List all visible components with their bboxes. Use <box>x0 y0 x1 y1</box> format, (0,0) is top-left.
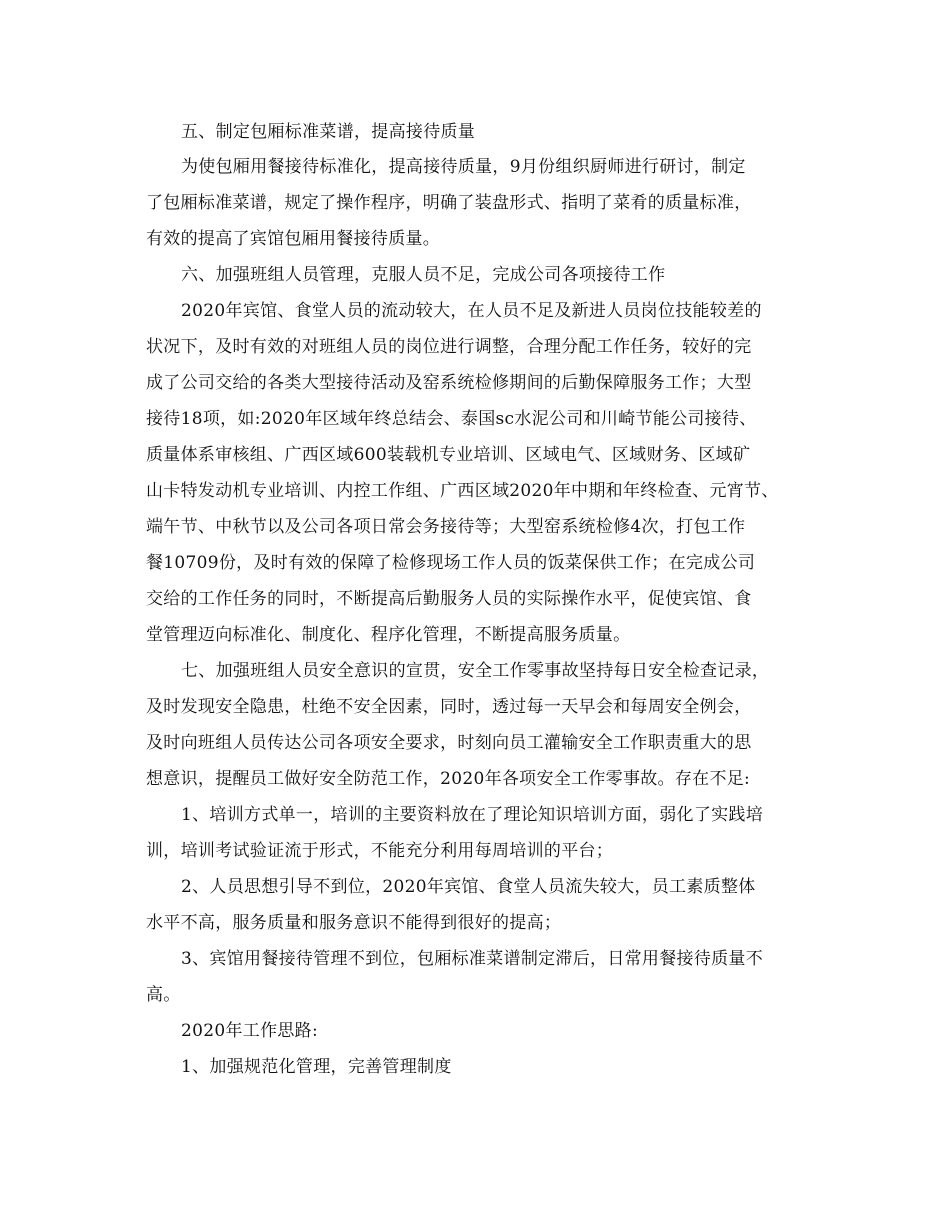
plan-item-1: 1、加强规范化管理，完善管理制度 <box>181 1057 452 1077</box>
paragraph-line: 及时发现安全隐患，杜绝不安全因素，同时，透过每一天早会和每周安全例会， <box>146 697 752 717</box>
section-heading-5: 五、制定包厢标准菜谱，提高接待质量 <box>181 122 476 142</box>
paragraph-line: 质量体系审核组、广西区域600装载机专业培训、区域电气、区域财务、区域矿 <box>146 445 751 465</box>
paragraph-line: 训，培训考试验证流于形式，不能充分利用每周培训的平台； <box>146 841 614 861</box>
paragraph-line: 高。 <box>146 985 181 1005</box>
paragraph-line: 状况下，及时有效的对班组人员的岗位进行调整，合理分配工作任务，较好的完 <box>146 337 752 357</box>
section-heading-6: 六、加强班组人员管理，克服人员不足，完成公司各项接待工作 <box>181 265 666 285</box>
list-item-3: 3、宾馆用餐接待管理不到位，包厢标准菜谱制定滞后，日常用餐接待质量不 <box>181 949 764 969</box>
paragraph-line: 及时向班组人员传达公司各项安全要求，时刻向员工灌输安全工作职责重大的思 <box>146 733 752 753</box>
section-heading-plan: 2020年工作思路: <box>181 1021 318 1041</box>
paragraph-line: 成了公司交给的各类大型接待活动及窑系统检修期间的后勤保障服务工作；大型 <box>146 373 752 393</box>
paragraph-line: 为使包厢用餐接待标准化，提高接待质量，9月份组织厨师进行研讨，制定 <box>181 157 746 177</box>
paragraph-line: 2020年宾馆、食堂人员的流动较大，在人员不足及新进人员岗位技能较差的 <box>181 301 762 321</box>
paragraph-line: 山卡特发动机专业培训、内控工作组、广西区域2020年中期和年终检查、元宵节、 <box>146 481 779 501</box>
paragraph-line: 了包厢标准菜谱，规定了操作程序，明确了装盘形式、指明了菜肴的质量标准， <box>146 193 752 213</box>
list-item-2: 2、人员思想引导不到位，2020年宾馆、食堂人员流失较大，员工素质整体 <box>181 877 756 897</box>
paragraph-line: 餐10709份，及时有效的保障了检修现场工作人员的饭菜保供工作；在完成公司 <box>146 553 756 573</box>
paragraph-line: 交给的工作任务的同时，不断提高后勤服务人员的实际操作水平，促使宾馆、食 <box>146 589 752 609</box>
paragraph-line: 堂管理迈向标准化、制度化、程序化管理，不断提高服务质量。 <box>146 625 631 645</box>
paragraph-line: 水平不高，服务质量和服务意识不能得到很好的提高； <box>146 913 562 933</box>
section-heading-7: 七、加强班组人员安全意识的宣贯，安全工作零事故坚持每日安全检查记录， <box>181 661 770 681</box>
paragraph-line: 接待18项，如:2020年区域年终总结会、泰国sc水泥公司和川崎节能公司接待、 <box>146 409 757 429</box>
paragraph-line: 有效的提高了宾馆包厢用餐接待质量。 <box>146 229 441 249</box>
paragraph-line: 端午节、中秋节以及公司各项日常会务接待等；大型窑系统检修4次，打包工作 <box>146 517 746 537</box>
paragraph-line: 想意识，提醒员工做好安全防范工作，2020年各项安全工作零事故。存在不足: <box>146 769 751 789</box>
list-item-1: 1、培训方式单一，培训的主要资料放在了理论知识培训方面，弱化了实践培 <box>181 805 764 825</box>
